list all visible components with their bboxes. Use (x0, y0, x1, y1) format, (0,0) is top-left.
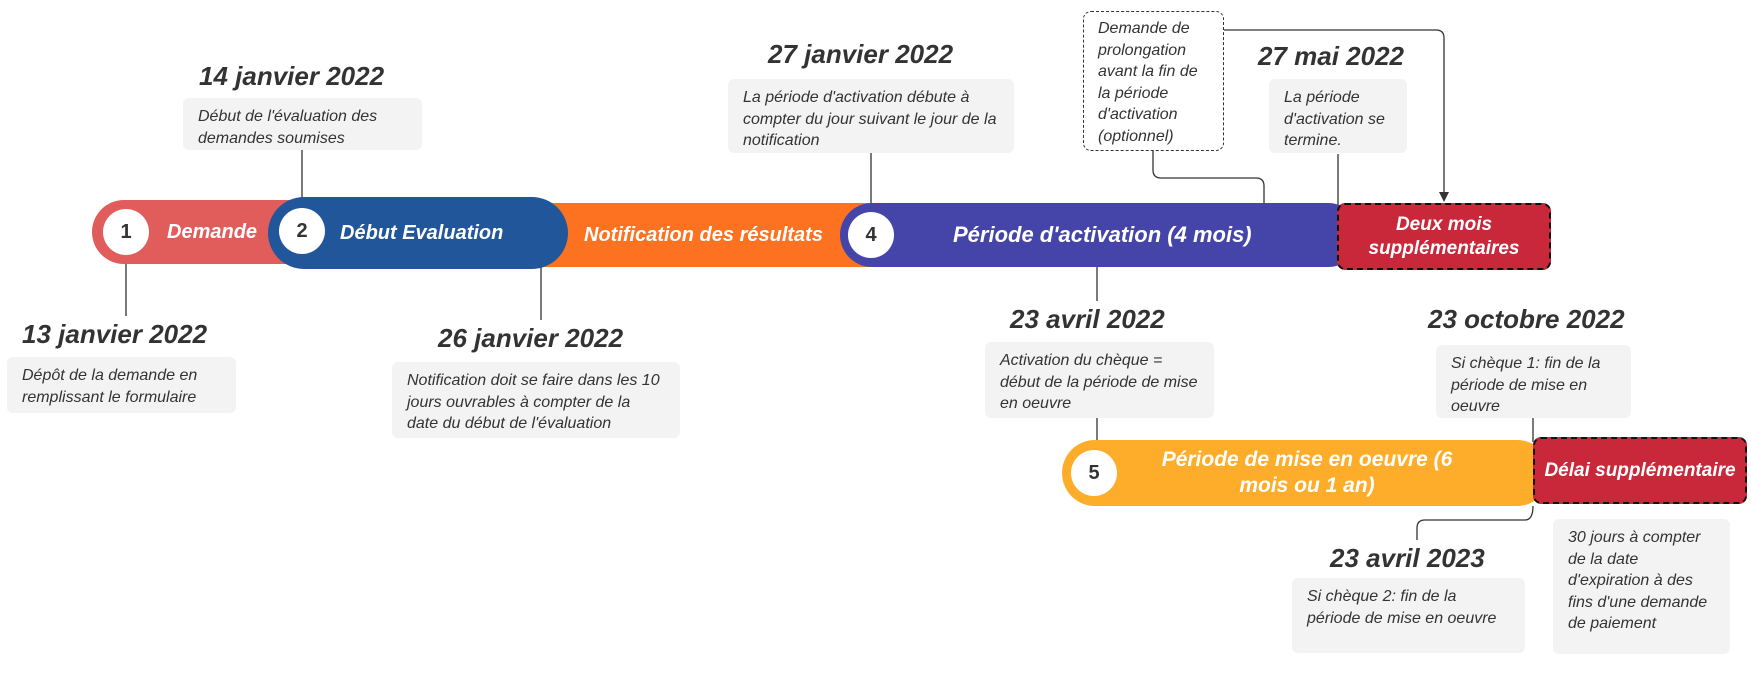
note-prolongation: Demande de prolongation avant la fin de la période d'activation (optionnel) (1083, 11, 1224, 151)
note-13-janvier-2022: Dépôt de la demande en remplissant le formulaire (7, 357, 236, 413)
note-23-avril-2023: Si chèque 2: fin de la période de mise en oeuvre (1292, 578, 1525, 653)
phase-number-1: 1 (103, 209, 149, 255)
note-23-avril-2022: Activation du chèque = début de la période de mise en oeuvre (985, 342, 1214, 418)
phase-label-mise-en-oeuvre: Période de mise en oeuvre (6 mois ou 1 an) (1161, 448, 1453, 497)
phase-number-5: 5 (1071, 450, 1117, 496)
phase-number-2: 2 (279, 208, 325, 254)
connector-prolongation (1153, 150, 1264, 206)
date-23-avril-2022: 23 avril 2022 (1010, 304, 1165, 334)
note-23-octobre-2022: Si chèque 1: fin de la période de mise en oeuvre (1436, 345, 1631, 418)
connector-23-avril-2023 (1417, 506, 1533, 540)
phase-label-evaluation: Début Evaluation (340, 221, 504, 244)
phase-bar-activation (840, 203, 1360, 267)
phase-label-demande: Demande (167, 220, 258, 243)
date-14-janvier-2022: 14 janvier 2022 (199, 61, 385, 91)
date-27-janvier-2022: 27 janvier 2022 (768, 39, 954, 69)
phase-label-activation: Période d'activation (4 mois) (953, 222, 1252, 247)
phase-number-4: 4 (848, 212, 894, 258)
date-26-janvier-2022: 26 janvier 2022 (438, 323, 624, 353)
note-26-janvier-2022: Notification doit se faire dans les 10 jours ouvrables à compter de la date du début de l'évaluation (392, 362, 680, 438)
extension-deux-mois: Deux mois supplémentaires (1337, 203, 1551, 270)
extension-delai: Délai supplémentaire (1533, 437, 1747, 504)
phase-bar-evaluation (268, 197, 568, 269)
note-delai-supplementaire: 30 jours à compter de la date d'expiration à des fins d'une demande de paiement (1553, 519, 1730, 654)
date-13-janvier-2022: 13 janvier 2022 (22, 319, 208, 349)
note-27-janvier-2022: La période d'activation débute à compter du jour suivant le jour de la notification (728, 79, 1014, 153)
phase-bar-mise-en-oeuvre (1062, 440, 1550, 506)
date-23-octobre-2022: 23 octobre 2022 (1428, 304, 1625, 334)
phase-label-notification: Notification des résultats (584, 223, 823, 246)
date-27-mai-2022: 27 mai 2022 (1258, 41, 1405, 71)
note-14-janvier-2022: Début de l'évaluation des demandes soumises (183, 98, 422, 150)
note-27-mai-2022: La période d'activation se termine. (1269, 79, 1407, 153)
date-23-avril-2023: 23 avril 2023 (1330, 543, 1485, 573)
